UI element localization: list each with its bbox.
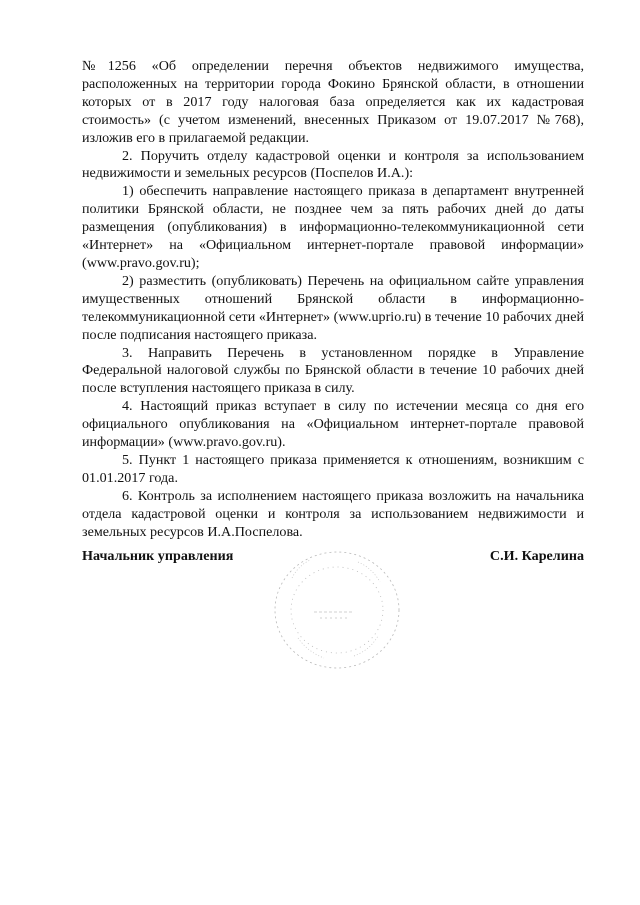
paragraph-item-2-1: 1) обеспечить направление настоящего приказа в департамент внутренней политики Брянской области, не позднее чем за пять рабочих дней до даты размещения (опубликования) в информационно-телекоммуникационной сети «Интернет» на «Официальном интернет-портале правовой информации» (www.pravo.gov.ru); bbox=[82, 183, 584, 271]
paragraph-item-3: 3. Направить Перечень в установленном порядке в Управление Федеральной налоговой службы по Брянской области в течение 10 рабочих дней после вступления настоящего приказа в силу. bbox=[82, 344, 584, 397]
signatory-name: С.И. Карелина bbox=[489, 548, 584, 564]
paragraph-continuation: №1256 «Об определении перечня объектов недвижимого имущества, расположенных на территории города Фокино Брянской области, в отношении которых от в 2017 году налоговая база определяется как их кадастровая стоимость» (с учетом изменений, внесенных Приказом от 19.07.2017 №768), изложив его в прилагаемой редакции. bbox=[82, 58, 584, 146]
paragraph-item-4: 4. Настоящий приказ вступает в силу по истечении месяца со дня его официального опубликования на «Официальном интернет-портале правовой информации» (www.pravo.gov.ru). bbox=[82, 398, 584, 451]
paragraph-item-6: 6. Контроль за исполнением настоящего приказа возложить на начальника отдела кадастровой оценки и контроля за использованием недвижимости и земельных ресурсов И.А.Поспелова. bbox=[82, 487, 584, 540]
paragraph-item-2-2: 2) разместить (опубликовать) Перечень на официальном сайте управления имущественных отношений Брянской области в информационно-телекоммуникационной сети «Интернет» (www.uprio.ru) в течение 10 рабочих дней после подписания настоящего приказа. bbox=[82, 272, 584, 343]
paragraph-item-2: 2. Поручить отделу кадастровой оценки и контроля за использованием недвижимости и земельных ресурсов (Поспелов И.А.): bbox=[82, 147, 584, 182]
signatory-title: Начальник управления bbox=[82, 548, 234, 564]
signature-block bbox=[82, 548, 584, 570]
paragraph-item-5: 5. Пункт 1 настоящего приказа применяется к отношениям, возникшим с 01.01.2017 года. bbox=[82, 451, 584, 486]
document-body bbox=[82, 58, 584, 541]
